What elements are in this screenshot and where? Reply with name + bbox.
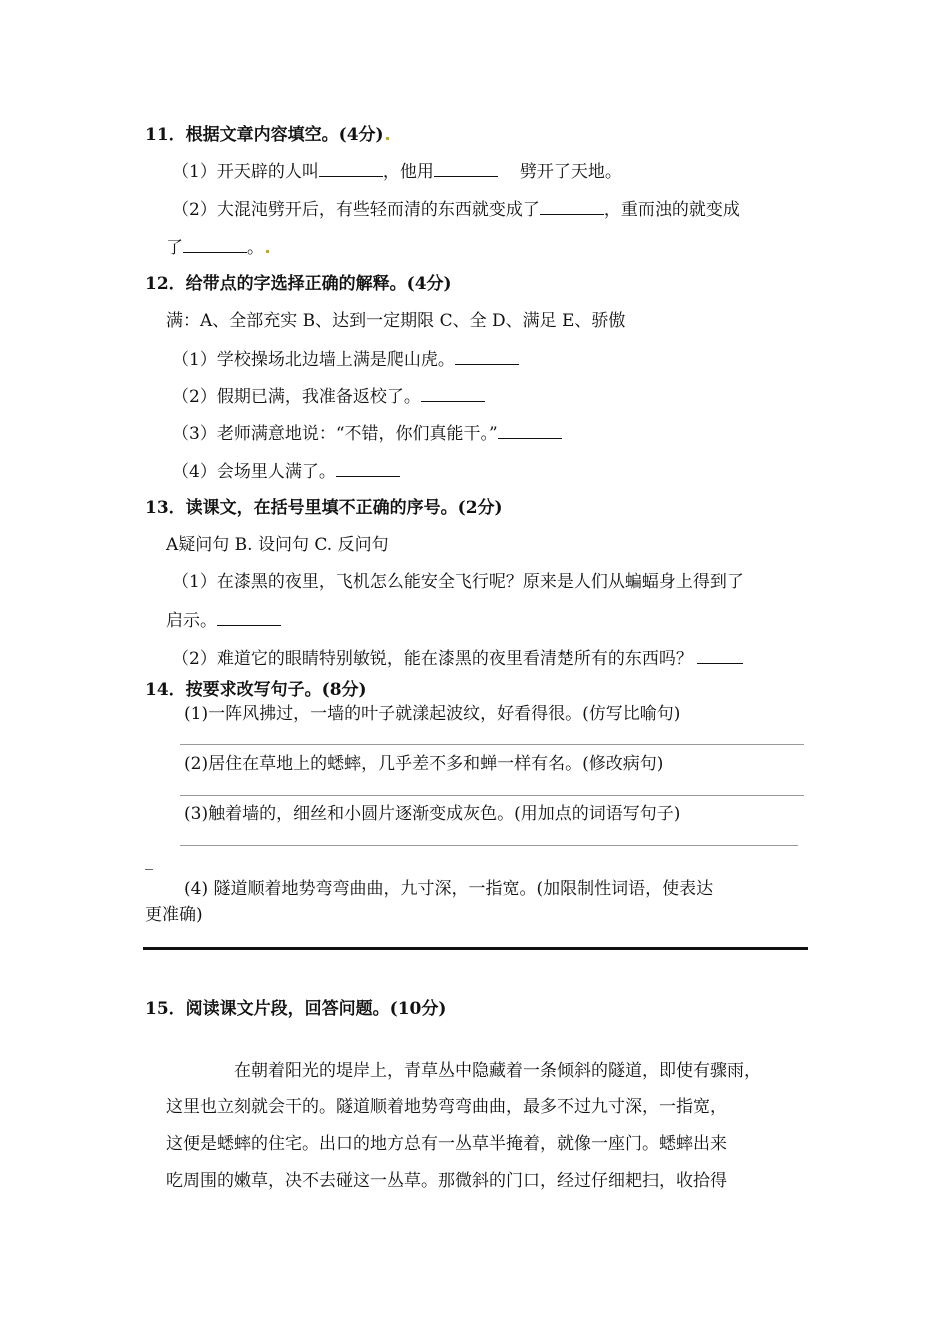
passage-line: 吃周围的嫩草，决不去碰这一丛草。那微斜的门口，经过仔细耙扫，收拾得 — [166, 1171, 727, 1191]
answer-blank[interactable] — [434, 160, 498, 177]
q13-item-1: （1）在漆黑的夜里，飞机怎么能安全飞行呢？原来是人们从蝙蝠身上得到了 — [172, 572, 744, 592]
answer-blank[interactable] — [498, 422, 562, 439]
answer-blank[interactable] — [697, 647, 743, 664]
q15-title: 15．阅读课文片段，回答问题。(10分) — [145, 999, 447, 1019]
passage-line: 这便是蟋蟀的住宅。出口的地方总有一丛草半掩着，就像一座门。蟋蟀出来 — [166, 1134, 727, 1154]
q11-item-2: （2）大混沌劈开后，有些轻而清的东西就变成了 ，重而浊的就变成 — [172, 200, 740, 220]
answer-blank[interactable] — [540, 198, 604, 215]
stray-mark — [145, 869, 153, 870]
q14-item-4-cont: 更准确) — [145, 905, 203, 925]
q12-title: 12．给带点的字选择正确的解释。(4分) — [145, 274, 452, 294]
stray-mark — [386, 137, 389, 140]
q12-options: 满：A、全部充实 B、达到一定期限 C、全 D、满足 E、骄傲 — [166, 311, 626, 331]
q12-item-4: （4）会场里人满了。 — [172, 460, 400, 483]
q11-title: 11．根据文章内容填空。(4分) — [145, 124, 389, 146]
answer-blank[interactable] — [183, 236, 247, 253]
q13-title: 13．读课文，在括号里填不正确的序号。(2分) — [145, 498, 503, 518]
q11-item-2-cont: 了 。 — [166, 236, 269, 259]
q13-options: A疑问句 B. 设问句 C. 反问句 — [166, 535, 389, 555]
q12-item-2: （2）假期已满，我准备返校了。 — [172, 385, 485, 408]
answer-line[interactable] — [180, 845, 798, 846]
q14-item-2: (2)居住在草地上的蟋蟀，几乎差不多和蝉一样有名。(修改病句) — [184, 754, 664, 774]
q12-item-1: （1）学校操场北边墙上满是爬山虎。 — [172, 348, 519, 371]
answer-blank[interactable] — [336, 460, 400, 477]
stray-mark — [266, 250, 269, 253]
q14-title: 14．按要求改写句子。(8分) — [145, 680, 367, 700]
answer-blank[interactable] — [217, 609, 281, 626]
q14-item-3: (3)触着墙的，细丝和小圆片逐渐变成灰色。(用加点的词语写句子) — [184, 804, 681, 824]
passage-line: 在朝着阳光的堤岸上，青草丛中隐藏着一条倾斜的隧道，即使有骤雨， — [234, 1061, 761, 1081]
answer-line[interactable] — [180, 795, 804, 796]
q13-item-2: （2）难道它的眼睛特别敏锐，能在漆黑的夜里看清楚所有的东西吗？ — [172, 647, 743, 670]
answer-blank[interactable] — [455, 348, 519, 365]
section-divider — [143, 947, 808, 950]
answer-line[interactable] — [180, 744, 804, 745]
q14-item-1: (1)一阵风拂过，一墙的叶子就漾起波纹，好看得很。(仿写比喻句) — [184, 704, 681, 724]
q11-item-1: （1）开天辟的人叫 ，他用 劈开了天地。 — [172, 162, 622, 182]
q12-item-3: （3）老师满意地说：“不错，你们真能干。” — [172, 422, 562, 445]
q14-item-4: (4) 隧道顺着地势弯弯曲曲，九寸深，一指宽。(加限制性词语，使表达 — [184, 879, 714, 899]
q13-item-1-cont: 启示。 — [166, 609, 281, 632]
answer-blank[interactable] — [319, 160, 383, 177]
passage-line: 这里也立刻就会干的。隧道顺着地势弯弯曲曲，最多不过九寸深，一指宽， — [166, 1097, 727, 1117]
answer-blank[interactable] — [421, 385, 485, 402]
